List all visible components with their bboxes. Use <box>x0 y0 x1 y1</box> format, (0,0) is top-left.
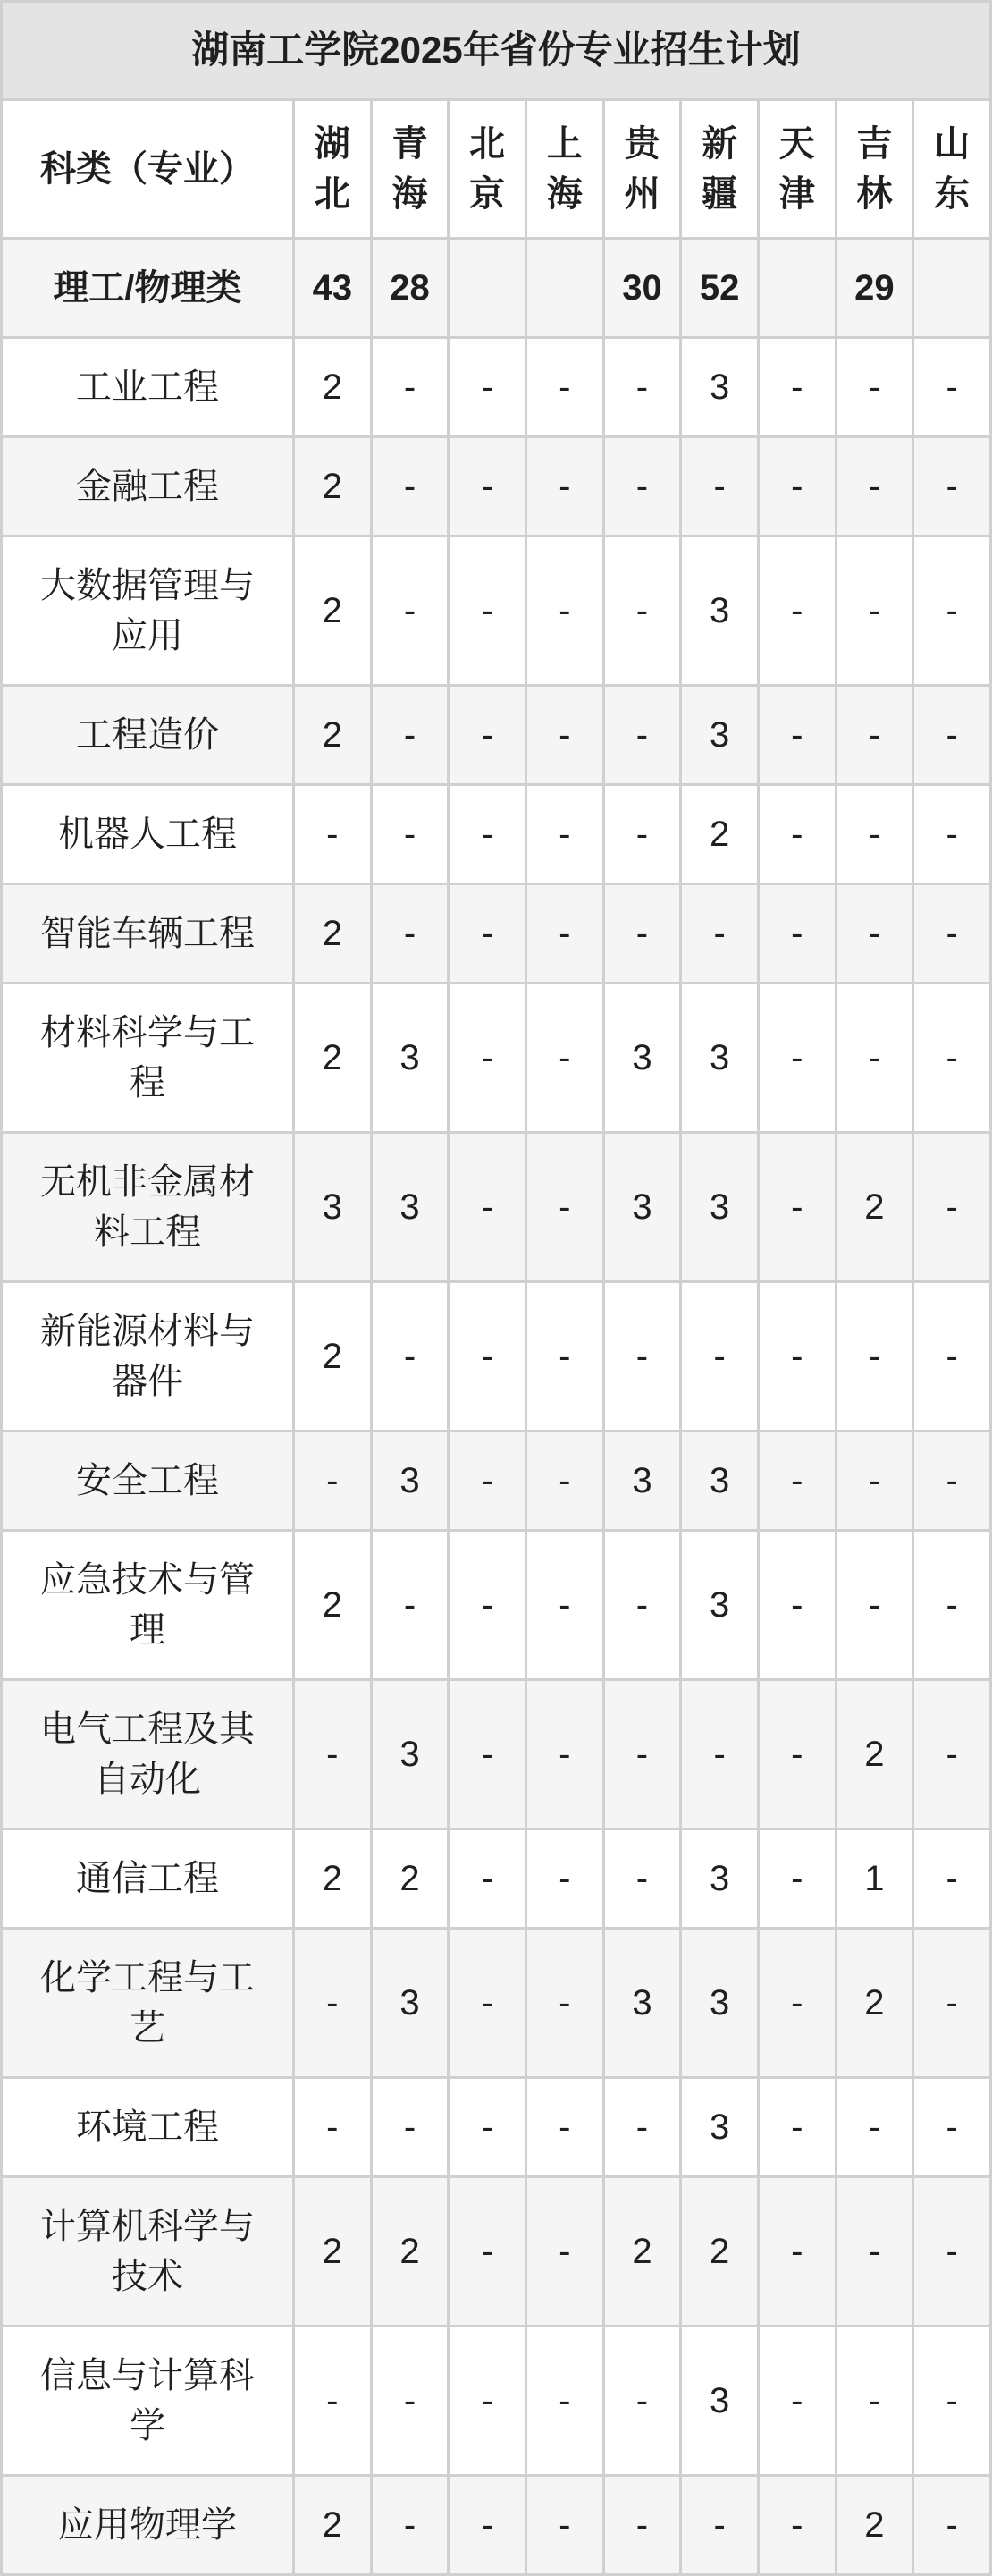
plan-value-cell: - <box>371 1530 449 1679</box>
plan-value-cell: - <box>525 337 603 436</box>
plan-value-cell: - <box>449 1928 526 2077</box>
plan-value-cell: - <box>836 883 913 983</box>
plan-value-cell: - <box>758 1679 836 1829</box>
major-label: 材料科学与工程 <box>2 983 294 1132</box>
plan-value-cell: 3 <box>681 1530 759 1679</box>
plan-value-cell: - <box>449 1829 526 1928</box>
plan-value-cell: - <box>681 436 759 536</box>
table-title-row <box>2 2 991 100</box>
plan-value-cell: - <box>603 536 681 685</box>
major-row <box>2 2077 991 2176</box>
plan-value-cell: - <box>681 2475 759 2574</box>
plan-value-cell: 43 <box>294 238 372 337</box>
plan-value-cell: 2 <box>294 2176 372 2326</box>
major-row <box>2 337 991 436</box>
plan-value-cell: - <box>913 1132 991 1281</box>
plan-value-cell: - <box>449 1530 526 1679</box>
plan-value-cell: - <box>836 983 913 1132</box>
province-header: 青海 <box>371 99 449 238</box>
plan-value-cell: - <box>681 1281 759 1431</box>
plan-value-cell: - <box>836 1431 913 1530</box>
plan-value-cell: 3 <box>681 337 759 436</box>
plan-value-cell: 2 <box>294 1829 372 1928</box>
plan-value-cell: - <box>758 1829 836 1928</box>
major-row <box>2 784 991 883</box>
major-row <box>2 1281 991 1431</box>
plan-value-cell: 2 <box>836 2475 913 2574</box>
plan-value-cell: - <box>603 1829 681 1928</box>
major-label: 电气工程及其自动化 <box>2 1679 294 1829</box>
plan-value-cell: 30 <box>603 238 681 337</box>
plan-value-cell: - <box>836 1281 913 1431</box>
plan-value-cell: - <box>603 685 681 784</box>
plan-value-cell: - <box>371 536 449 685</box>
plan-value-cell: 3 <box>681 536 759 685</box>
plan-value-cell: - <box>913 536 991 685</box>
major-label: 工业工程 <box>2 337 294 436</box>
plan-value-cell: 3 <box>681 1928 759 2077</box>
plan-value-cell: - <box>603 2077 681 2176</box>
plan-value-cell: 3 <box>603 1928 681 2077</box>
province-header: 新疆 <box>681 99 759 238</box>
plan-value-cell: - <box>913 1281 991 1431</box>
plan-value-cell: - <box>603 784 681 883</box>
plan-value-cell: - <box>836 436 913 536</box>
province-header: 贵州 <box>603 99 681 238</box>
plan-value-cell <box>525 238 603 337</box>
major-row <box>2 1829 991 1928</box>
plan-value-cell: - <box>525 536 603 685</box>
plan-value-cell: 3 <box>681 1829 759 1928</box>
plan-value-cell: 2 <box>836 1679 913 1829</box>
major-row <box>2 1431 991 1530</box>
plan-value-cell: - <box>525 2077 603 2176</box>
plan-value-cell: - <box>913 436 991 536</box>
plan-value-cell: - <box>449 337 526 436</box>
plan-value-cell: - <box>758 1281 836 1431</box>
plan-value-cell: 3 <box>681 1431 759 1530</box>
plan-value-cell: - <box>836 1530 913 1679</box>
plan-value-cell: - <box>758 1530 836 1679</box>
plan-value-cell: - <box>525 2326 603 2475</box>
major-label: 环境工程 <box>2 2077 294 2176</box>
plan-value-cell: - <box>525 1530 603 1679</box>
plan-value-cell: 2 <box>294 337 372 436</box>
plan-value-cell: - <box>371 1281 449 1431</box>
plan-value-cell: - <box>913 2475 991 2574</box>
plan-value-cell: - <box>836 2326 913 2475</box>
plan-value-cell: - <box>913 784 991 883</box>
major-row <box>2 1928 991 2077</box>
major-row <box>2 536 991 685</box>
plan-value-cell: - <box>603 1530 681 1679</box>
plan-value-cell: - <box>371 2077 449 2176</box>
plan-value-cell: 3 <box>371 1679 449 1829</box>
major-label: 化学工程与工艺 <box>2 1928 294 2077</box>
plan-value-cell: - <box>758 2475 836 2574</box>
plan-value-cell: - <box>449 883 526 983</box>
plan-value-cell: - <box>449 2475 526 2574</box>
province-header: 上海 <box>525 99 603 238</box>
plan-value-cell: 3 <box>603 1431 681 1530</box>
plan-value-cell: - <box>449 685 526 784</box>
plan-value-cell: - <box>525 883 603 983</box>
plan-value-cell: - <box>758 536 836 685</box>
plan-value-cell: - <box>449 536 526 685</box>
plan-value-cell: - <box>525 1431 603 1530</box>
major-label: 应用物理学 <box>2 2475 294 2574</box>
plan-value-cell: - <box>294 1679 372 1829</box>
major-row <box>2 1530 991 1679</box>
plan-value-cell: - <box>371 883 449 983</box>
plan-value-cell: 3 <box>603 983 681 1132</box>
province-header: 山东 <box>913 99 991 238</box>
plan-value-cell: - <box>371 337 449 436</box>
plan-value-cell: - <box>525 436 603 536</box>
plan-value-cell: - <box>681 883 759 983</box>
plan-value-cell: - <box>294 1928 372 2077</box>
plan-value-cell <box>758 238 836 337</box>
plan-value-cell: - <box>758 1928 836 2077</box>
plan-value-cell: - <box>603 2475 681 2574</box>
plan-value-cell: - <box>449 1679 526 1829</box>
plan-value-cell: 2 <box>836 1132 913 1281</box>
plan-value-cell: - <box>371 784 449 883</box>
plan-value-cell: 2 <box>294 983 372 1132</box>
plan-value-cell: - <box>525 2176 603 2326</box>
plan-value-cell: - <box>913 1928 991 2077</box>
major-label: 无机非金属材料工程 <box>2 1132 294 1281</box>
plan-value-cell: 28 <box>371 238 449 337</box>
plan-value-cell: 2 <box>294 685 372 784</box>
plan-value-cell: - <box>913 2326 991 2475</box>
plan-value-cell: 2 <box>294 1530 372 1679</box>
major-label: 安全工程 <box>2 1431 294 1530</box>
plan-value-cell: - <box>525 2475 603 2574</box>
plan-value-cell <box>913 238 991 337</box>
plan-value-cell: 3 <box>371 983 449 1132</box>
plan-value-cell: - <box>449 1431 526 1530</box>
plan-value-cell: 2 <box>294 536 372 685</box>
plan-value-cell: - <box>603 1679 681 1829</box>
plan-value-cell: - <box>525 1281 603 1431</box>
plan-value-cell: - <box>449 436 526 536</box>
plan-value-cell: - <box>913 1431 991 1530</box>
plan-value-cell: 29 <box>836 238 913 337</box>
plan-value-cell: - <box>913 883 991 983</box>
plan-value-cell: - <box>836 784 913 883</box>
plan-value-cell: - <box>913 1829 991 1928</box>
plan-value-cell: - <box>758 1431 836 1530</box>
plan-value-cell: 2 <box>294 436 372 536</box>
major-label: 信息与计算科学 <box>2 2326 294 2475</box>
plan-value-cell: 3 <box>681 983 759 1132</box>
plan-value-cell: 1 <box>836 1829 913 1928</box>
plan-value-cell: - <box>836 337 913 436</box>
plan-value-cell: 3 <box>681 685 759 784</box>
plan-value-cell: - <box>294 2077 372 2176</box>
plan-value-cell: - <box>913 337 991 436</box>
plan-value-cell: - <box>449 2176 526 2326</box>
plan-value-cell: - <box>449 784 526 883</box>
plan-value-cell: - <box>913 1530 991 1679</box>
plan-value-cell: - <box>525 784 603 883</box>
plan-value-cell: - <box>758 337 836 436</box>
major-row <box>2 2176 991 2326</box>
plan-value-cell: - <box>836 536 913 685</box>
plan-value-cell: - <box>525 1928 603 2077</box>
major-row <box>2 1132 991 1281</box>
major-row <box>2 883 991 983</box>
plan-value-cell: - <box>913 2077 991 2176</box>
corner-header: 科类（专业） <box>2 99 294 238</box>
plan-value-cell: 3 <box>681 2077 759 2176</box>
major-label: 应急技术与管理 <box>2 1530 294 1679</box>
plan-value-cell: - <box>603 1281 681 1431</box>
plan-value-cell: - <box>294 1431 372 1530</box>
plan-value-cell: - <box>371 436 449 536</box>
province-header: 湖北 <box>294 99 372 238</box>
plan-value-cell: - <box>525 983 603 1132</box>
plan-value-cell: - <box>449 983 526 1132</box>
plan-value-cell: 2 <box>681 784 759 883</box>
major-row <box>2 2475 991 2574</box>
plan-value-cell: - <box>758 2176 836 2326</box>
major-row <box>2 1679 991 1829</box>
table-title: 湖南工学院2025年省份专业招生计划 <box>2 2 991 100</box>
column-header-row <box>2 99 991 238</box>
plan-value-cell: - <box>758 784 836 883</box>
plan-value-cell: - <box>603 337 681 436</box>
plan-value-cell: - <box>836 2176 913 2326</box>
plan-value-cell: - <box>371 2326 449 2475</box>
plan-value-cell: - <box>681 1679 759 1829</box>
plan-value-cell: 2 <box>371 1829 449 1928</box>
plan-value-cell: 3 <box>603 1132 681 1281</box>
plan-value-cell: - <box>836 685 913 784</box>
major-label: 智能车辆工程 <box>2 883 294 983</box>
plan-value-cell: - <box>449 1281 526 1431</box>
plan-value-cell: - <box>836 2077 913 2176</box>
plan-value-cell: - <box>525 1132 603 1281</box>
plan-value-cell: 3 <box>681 2326 759 2475</box>
plan-value-cell: - <box>603 436 681 536</box>
plan-value-cell: 2 <box>836 1928 913 2077</box>
plan-value-cell: - <box>603 883 681 983</box>
plan-value-cell: - <box>758 1132 836 1281</box>
plan-value-cell: - <box>449 1132 526 1281</box>
plan-value-cell: - <box>758 436 836 536</box>
plan-value-cell: - <box>913 2176 991 2326</box>
major-label: 计算机科学与技术 <box>2 2176 294 2326</box>
major-row <box>2 436 991 536</box>
plan-value-cell: 2 <box>294 883 372 983</box>
major-label: 通信工程 <box>2 1829 294 1928</box>
province-header: 天津 <box>758 99 836 238</box>
plan-value-cell: - <box>758 2326 836 2475</box>
plan-value-cell: - <box>294 2326 372 2475</box>
major-label: 理工/物理类 <box>2 238 294 337</box>
major-label: 机器人工程 <box>2 784 294 883</box>
plan-value-cell: 2 <box>294 2475 372 2574</box>
plan-value-cell: - <box>913 983 991 1132</box>
plan-value-cell: 2 <box>371 2176 449 2326</box>
plan-value-cell: 3 <box>371 1431 449 1530</box>
plan-value-cell: - <box>449 2326 526 2475</box>
plan-value-cell: - <box>371 685 449 784</box>
plan-value-cell: - <box>758 983 836 1132</box>
major-row <box>2 685 991 784</box>
plan-value-cell: - <box>449 2077 526 2176</box>
plan-value-cell: - <box>758 685 836 784</box>
plan-value-cell: - <box>758 883 836 983</box>
plan-value-cell: - <box>913 685 991 784</box>
plan-value-cell: - <box>525 685 603 784</box>
plan-value-cell: 2 <box>681 2176 759 2326</box>
plan-value-cell: 3 <box>294 1132 372 1281</box>
plan-value-cell: - <box>913 1679 991 1829</box>
category-summary-row <box>2 238 991 337</box>
plan-value-cell: 2 <box>603 2176 681 2326</box>
plan-value-cell: - <box>525 1829 603 1928</box>
plan-value-cell: 52 <box>681 238 759 337</box>
plan-value-cell: 2 <box>294 1281 372 1431</box>
major-label: 金融工程 <box>2 436 294 536</box>
major-label: 新能源材料与器件 <box>2 1281 294 1431</box>
plan-value-cell: - <box>603 2326 681 2475</box>
major-row <box>2 2326 991 2475</box>
major-row <box>2 983 991 1132</box>
province-header: 吉林 <box>836 99 913 238</box>
plan-value-cell <box>449 238 526 337</box>
plan-value-cell: - <box>371 2475 449 2574</box>
plan-value-cell: - <box>294 784 372 883</box>
major-label: 工程造价 <box>2 685 294 784</box>
plan-value-cell: - <box>525 1679 603 1829</box>
plan-value-cell: 3 <box>681 1132 759 1281</box>
plan-value-cell: - <box>758 2077 836 2176</box>
province-header: 北京 <box>449 99 526 238</box>
plan-value-cell: 3 <box>371 1928 449 2077</box>
major-label: 大数据管理与应用 <box>2 536 294 685</box>
plan-value-cell: 3 <box>371 1132 449 1281</box>
